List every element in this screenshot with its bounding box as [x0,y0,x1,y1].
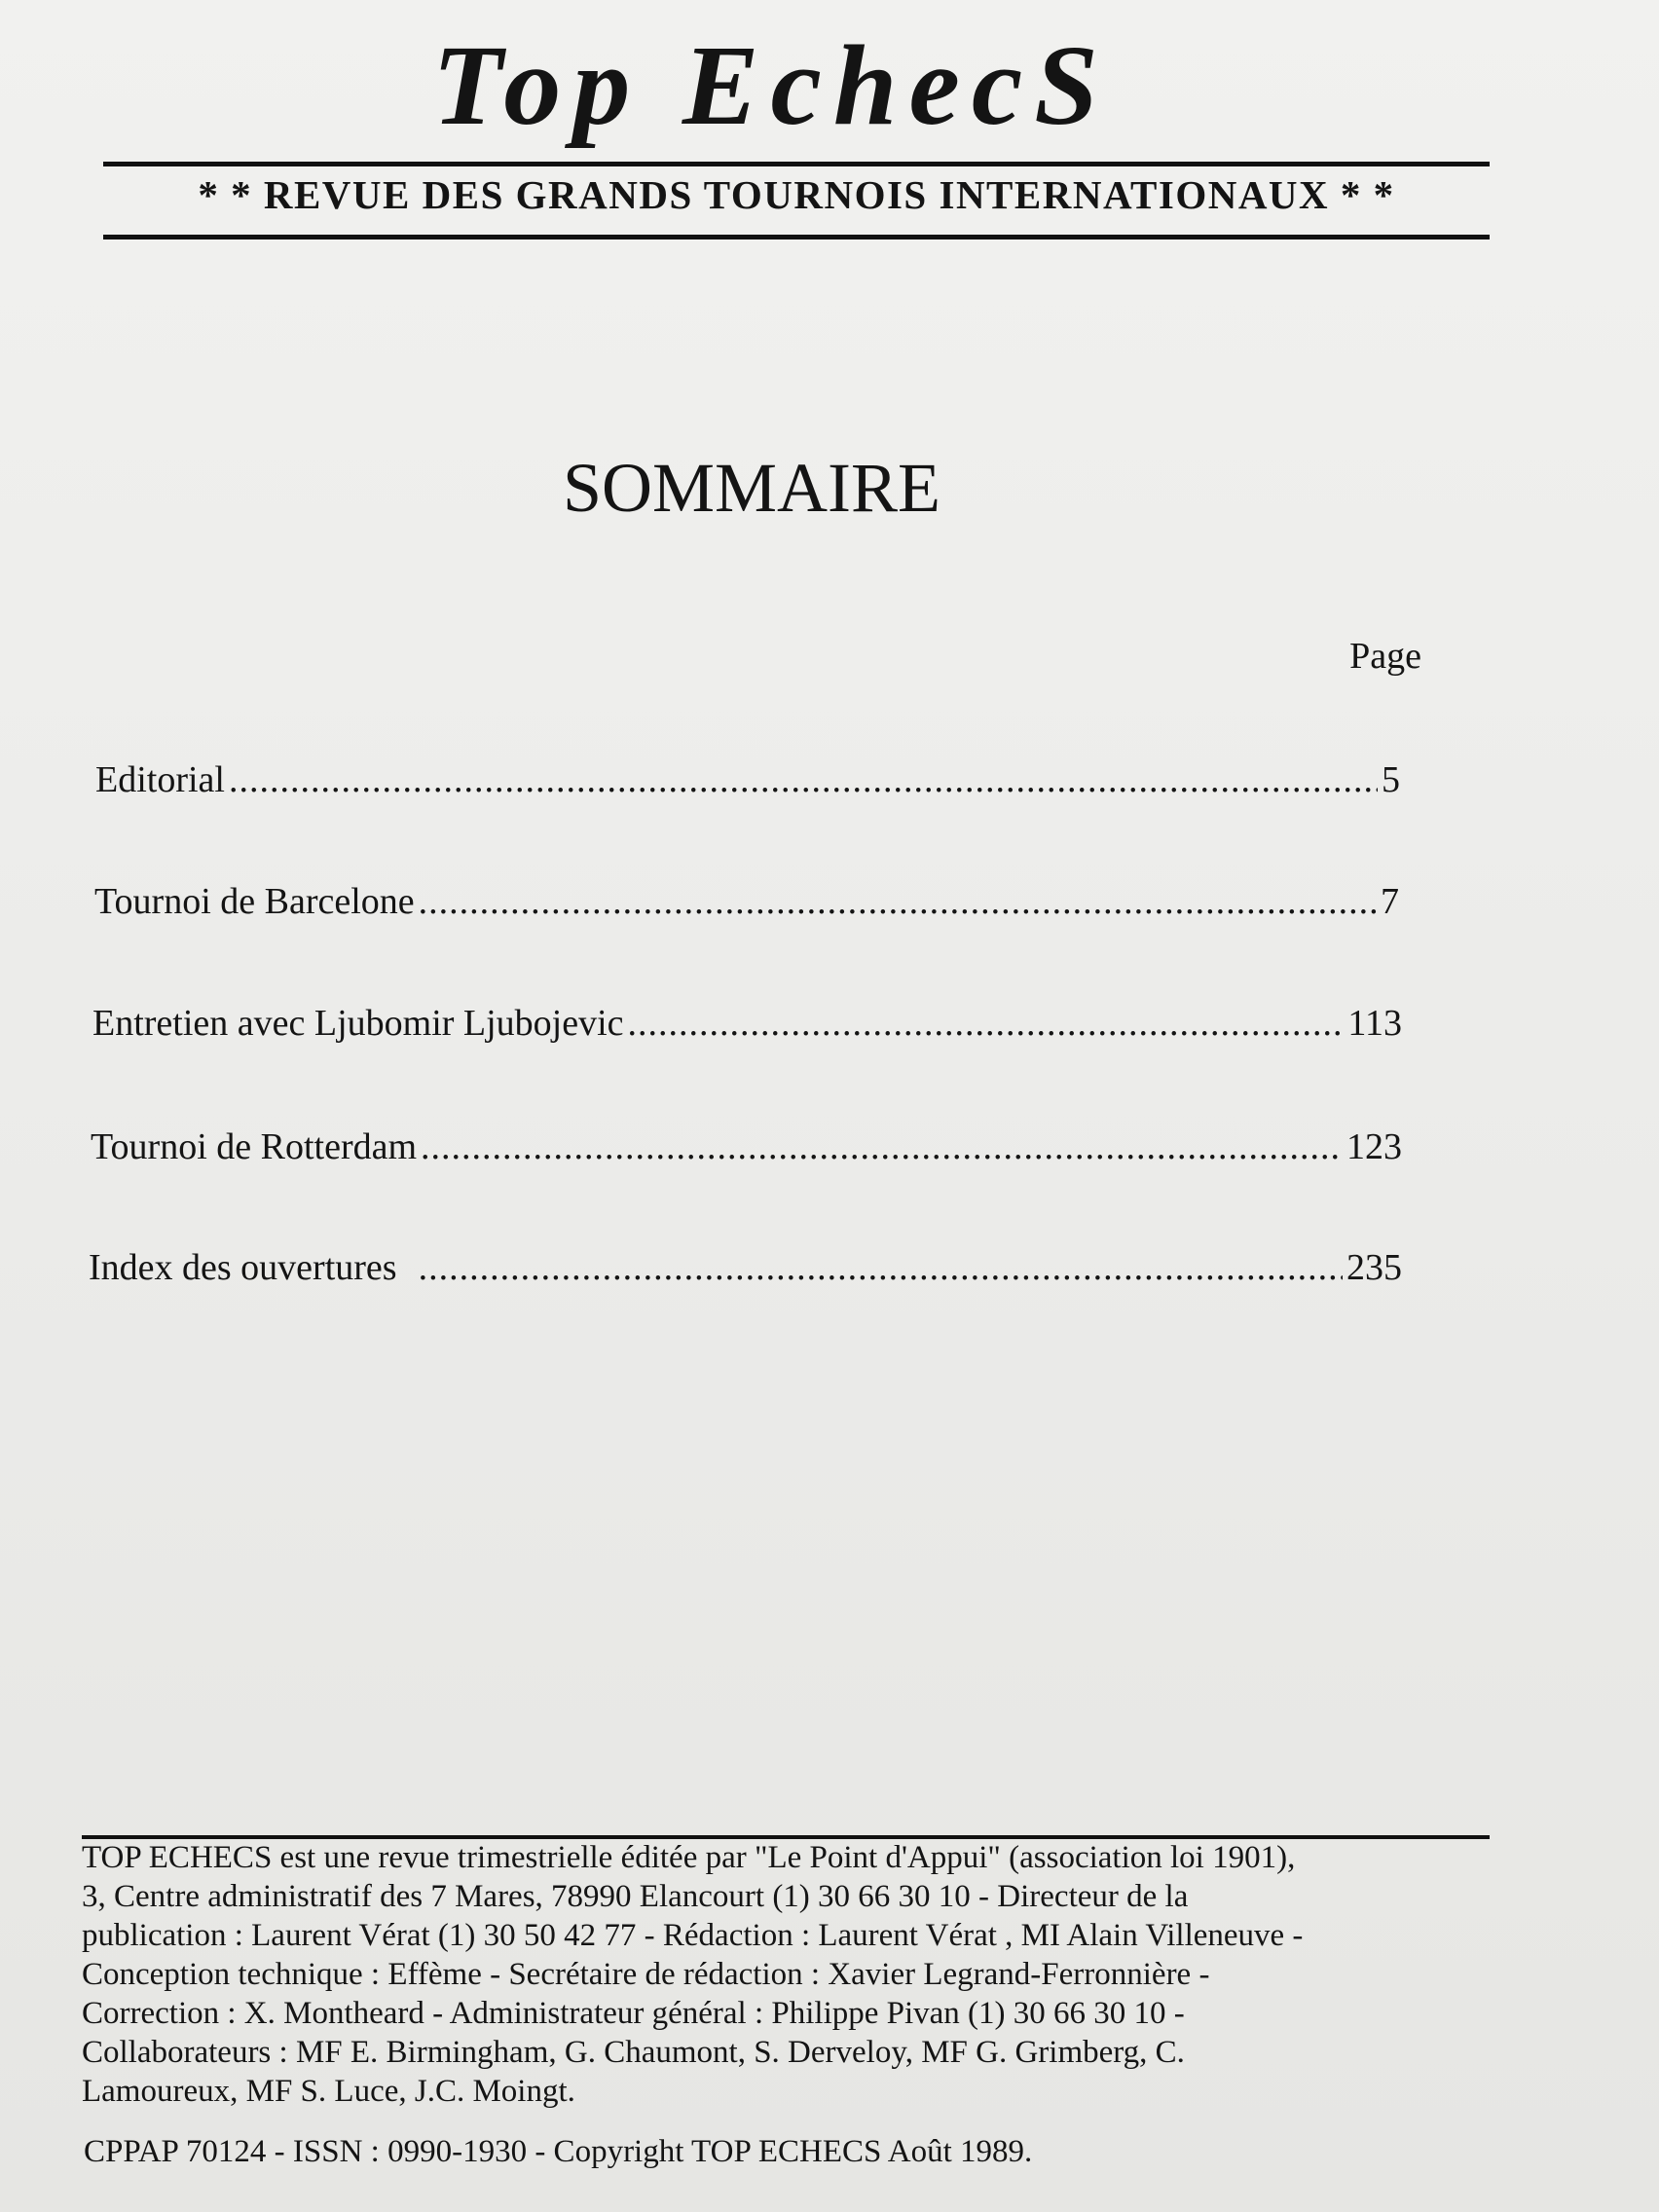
toc-entry-label: Tournoi de Rotterdam [91,1126,418,1167]
masthead-title: Top EchecS [432,21,1110,149]
copyright-line: CPPAP 70124 - ISSN : 0990-1930 - Copyright TOP ECHECS Août 1989. [84,2134,1033,2169]
imprint-line: Collaborateurs : MF E. Birmingham, G. Chaumont, S. Derveloy, MF G. Grimberg, C. [82,2035,1185,2070]
toc-entry-page: 113 [1347,1003,1402,1044]
masthead-rule-top [103,162,1490,166]
toc-entry-entretien [92,990,1402,1045]
toc-heading: SOMMAIRE [562,449,941,527]
toc-entry-label: Index des ouvertures [89,1247,397,1288]
imprint-line: 3, Centre administratif des 7 Mares, 78990 Elancourt (1) 30 66 30 10 - Directeur de la [82,1879,1189,1914]
toc-entry-rotterdam [91,1114,1402,1168]
toc-leader-dots [628,1002,1345,1045]
imprint-block [82,1838,1490,2111]
imprint-line: Lamoureux, MF S. Luce, J.C. Moingt. [82,2074,575,2109]
imprint-line: publication : Laurent Vérat (1) 30 50 42 77 - Rédaction : Laurent Vérat , MI Alain Villeneuve - [82,1918,1304,1953]
toc-entry-page: 5 [1382,759,1400,800]
toc-leader-dots [419,1246,1343,1289]
toc-entry-label: Tournoi de Barcelone [94,881,415,922]
toc-entry-editorial [95,747,1400,801]
masthead-subtitle: * * REVUE DES GRANDS TOURNOIS INTERNATIONAUX * * [198,172,1395,217]
toc-entry-page: 7 [1381,881,1399,922]
toc-page-header: Page [1349,636,1421,677]
toc-leader-dots [229,758,1378,801]
toc-entry-page: 123 [1346,1126,1402,1167]
imprint-line: TOP ECHECS est une revue trimestrielle éditée par "Le Point d'Appui" (association loi 1901), [82,1840,1296,1875]
toc-leader-dots [421,1125,1343,1168]
toc-entry-label: Entretien avec Ljubomir Ljubojevic [92,1003,624,1044]
toc-entry-page: 235 [1346,1247,1402,1288]
masthead-rule-bottom [103,235,1490,240]
toc-entry-barcelone [94,868,1399,923]
toc-leader-dots [419,880,1377,923]
imprint-line: Correction : X. Montheard - Administrateur général : Philippe Pivan (1) 30 66 30 10 - [82,1996,1185,2031]
toc-entry-index [89,1235,1402,1289]
toc-entry-label: Editorial [95,759,225,800]
imprint-line: Conception technique : Effème - Secrétaire de rédaction : Xavier Legrand-Ferronnière - [82,1957,1210,1992]
